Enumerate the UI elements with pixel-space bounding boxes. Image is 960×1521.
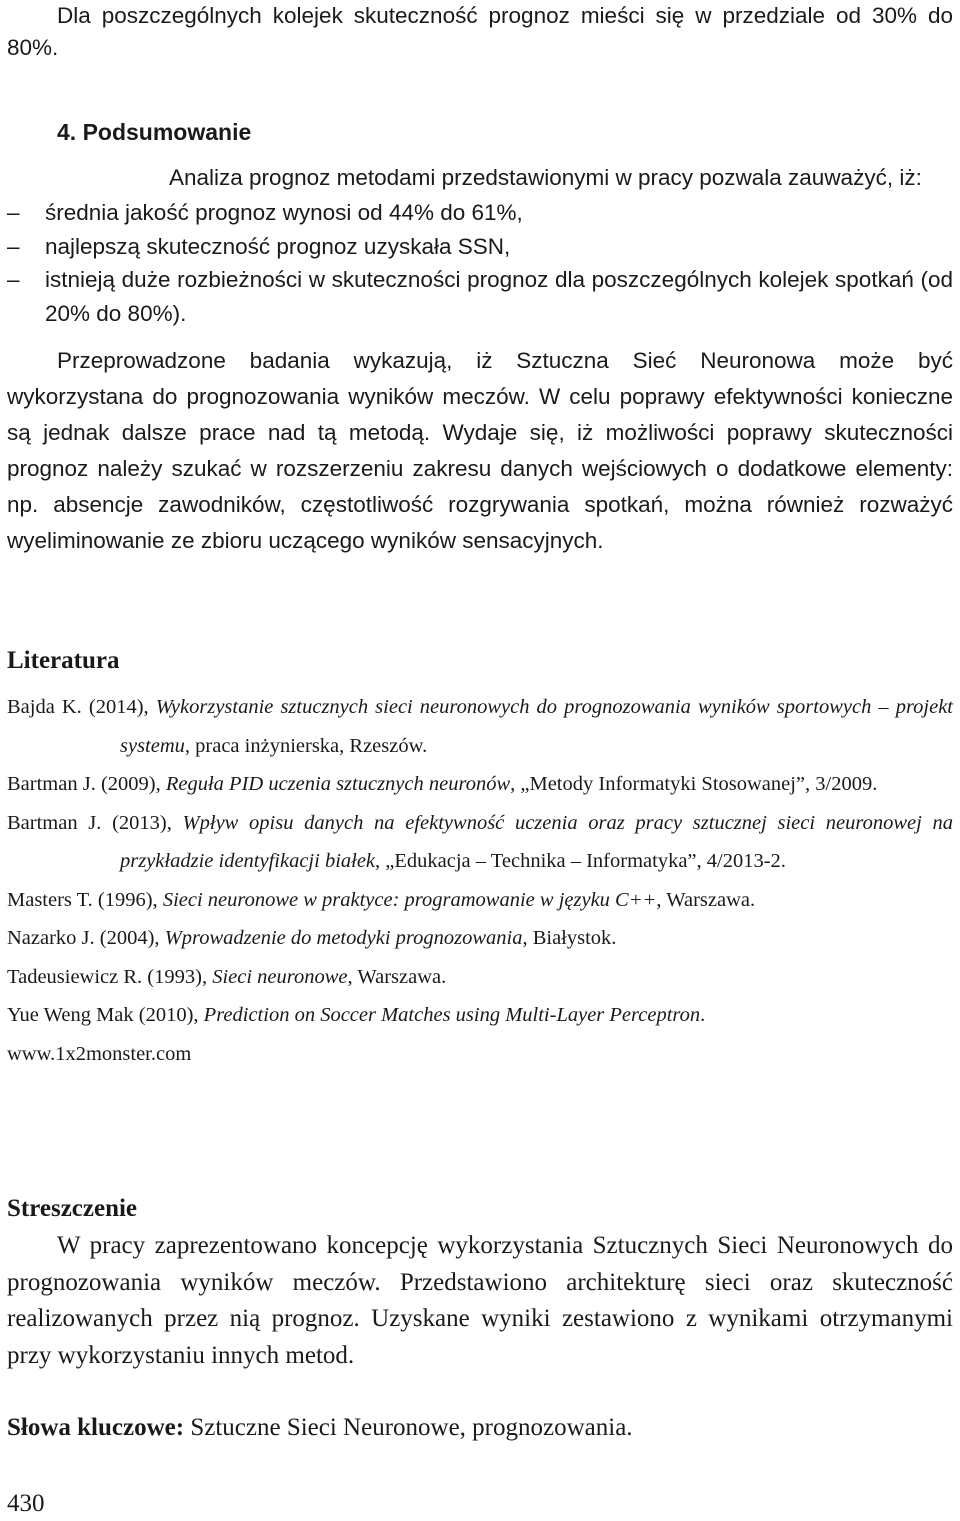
dash-icon: –: [7, 233, 20, 259]
reference-details: , praca inżynierska, Rzeszów.: [184, 734, 428, 757]
reference-title: Prediction on Soccer Matches using Multi-Layer Perceptron: [203, 1004, 701, 1026]
reference-title: Sieci neuronowe: [212, 965, 348, 988]
list-item: [7, 196, 953, 230]
reference-title: Reguła PID uczenia sztucznych neuronów: [165, 773, 511, 795]
list-item-text: najlepszą skuteczność prognoz uzyskała SSN,: [45, 233, 511, 259]
literature-heading: Literatura: [7, 647, 120, 674]
reference-item: [7, 958, 953, 997]
reference-details: .: [700, 1004, 706, 1026]
reference-title: Sieci neuronowe w praktyce: programowanie w języku C++: [162, 888, 657, 911]
reference-item: [7, 1035, 953, 1074]
abstract-heading: Streszczenie: [7, 1195, 138, 1222]
reference-item: [7, 688, 953, 765]
reference-author: Tadeusiewicz R. (1993),: [7, 965, 213, 988]
reference-item: [7, 996, 953, 1035]
dash-icon: –: [7, 200, 20, 225]
abstract-text: W pracy zaprezentowano koncepcję wykorzystania Sztucznych Sieci Neuronowych do prognozowania wyników meczów. Przedstawiono architekturę sieci oraz skuteczność realizowanych przez nią prognoz. Uzyskane wyniki zestawiono z wynikami otrzymanymi przy wykorzystaniu innych metod.: [7, 1232, 953, 1369]
reference-details: , Warszawa.: [656, 888, 756, 911]
reference-title: Wprowadzenie do metodyki prognozowania: [164, 927, 523, 949]
list-item: [7, 230, 953, 264]
summary-bullet-list: [7, 196, 953, 330]
list-item-text: średnia jakość prognoz wynosi od 44% do 61%,: [45, 200, 523, 225]
dash-icon: –: [7, 267, 20, 292]
summary-conclusion: Przeprowadzone badania wykazują, iż Sztuczna Sieć Neuronowa może być wykorzystana do prognozowania wyników meczów. W celu poprawy efektywności konieczne są jednak dalsze prace nad tą metodą. Wydaje się, iż możliwości poprawy skuteczności prognoz należy szukać w rozszerzeniu zakresu danych wejściowych o dodatkowe elementy: np. absencje zawodników, częstotliwość rozgrywania spotkań, można również rozważyć wyeliminowanie ze zbioru uczącego wyników sensacyjnych.: [7, 348, 953, 553]
list-item: [7, 263, 953, 330]
reference-item: [7, 919, 953, 958]
keywords-label: Słowa kluczowe:: [7, 1414, 185, 1441]
section-heading-summary: 4. Podsumowanie: [57, 119, 252, 145]
summary-lead: Analiza prognoz metodami przedstawionymi w pracy pozwala zauważyć, iż:: [169, 165, 922, 190]
intro-paragraph: Dla poszczególnych kolejek skuteczność prognoz mieści się w przedziale od 30% do 80%.: [7, 3, 953, 60]
page-number: 430: [7, 1490, 45, 1517]
list-item-text: istnieją duże rozbieżności w skuteczności prognoz dla poszczególnych kolejek spotkań (od 20% do 80%).: [45, 267, 953, 326]
reference-details: , „Metody Informatyki Stosowanej”, 3/2009.: [510, 773, 878, 795]
reference-author: Nazarko J. (2004),: [7, 927, 165, 949]
reference-author: Masters T. (1996),: [7, 888, 163, 911]
reference-title: Wpływ opisu danych na efektywność uczenia oraz pracy sztucznej sieci neuronowej na przykładzie identyfikacji białek: [120, 811, 953, 872]
reference-url: www.1x2monster.com: [7, 1042, 192, 1065]
reference-item: [7, 881, 953, 920]
reference-item: [7, 765, 953, 804]
keywords-text: Sztuczne Sieci Neuronowe, prognozowania.: [184, 1414, 633, 1441]
reference-title: Wykorzystanie sztucznych sieci neuronowych do prognozowania wyników sportowych – projekt systemu: [120, 696, 953, 757]
reference-item: [7, 804, 953, 881]
reference-list: [7, 688, 953, 1073]
keywords-line: [7, 1410, 953, 1446]
reference-author: Bartman J. (2013),: [7, 811, 183, 834]
reference-details: , Białystok.: [522, 927, 617, 949]
reference-author: Bajda K. (2014),: [7, 696, 156, 718]
reference-author: Yue Weng Mak (2010),: [7, 1004, 204, 1026]
reference-details: , Warszawa.: [347, 965, 447, 988]
reference-author: Bartman J. (2009),: [7, 773, 166, 795]
reference-details: , „Edukacja – Technika – Informatyka”, 4/2013-2.: [375, 850, 786, 872]
